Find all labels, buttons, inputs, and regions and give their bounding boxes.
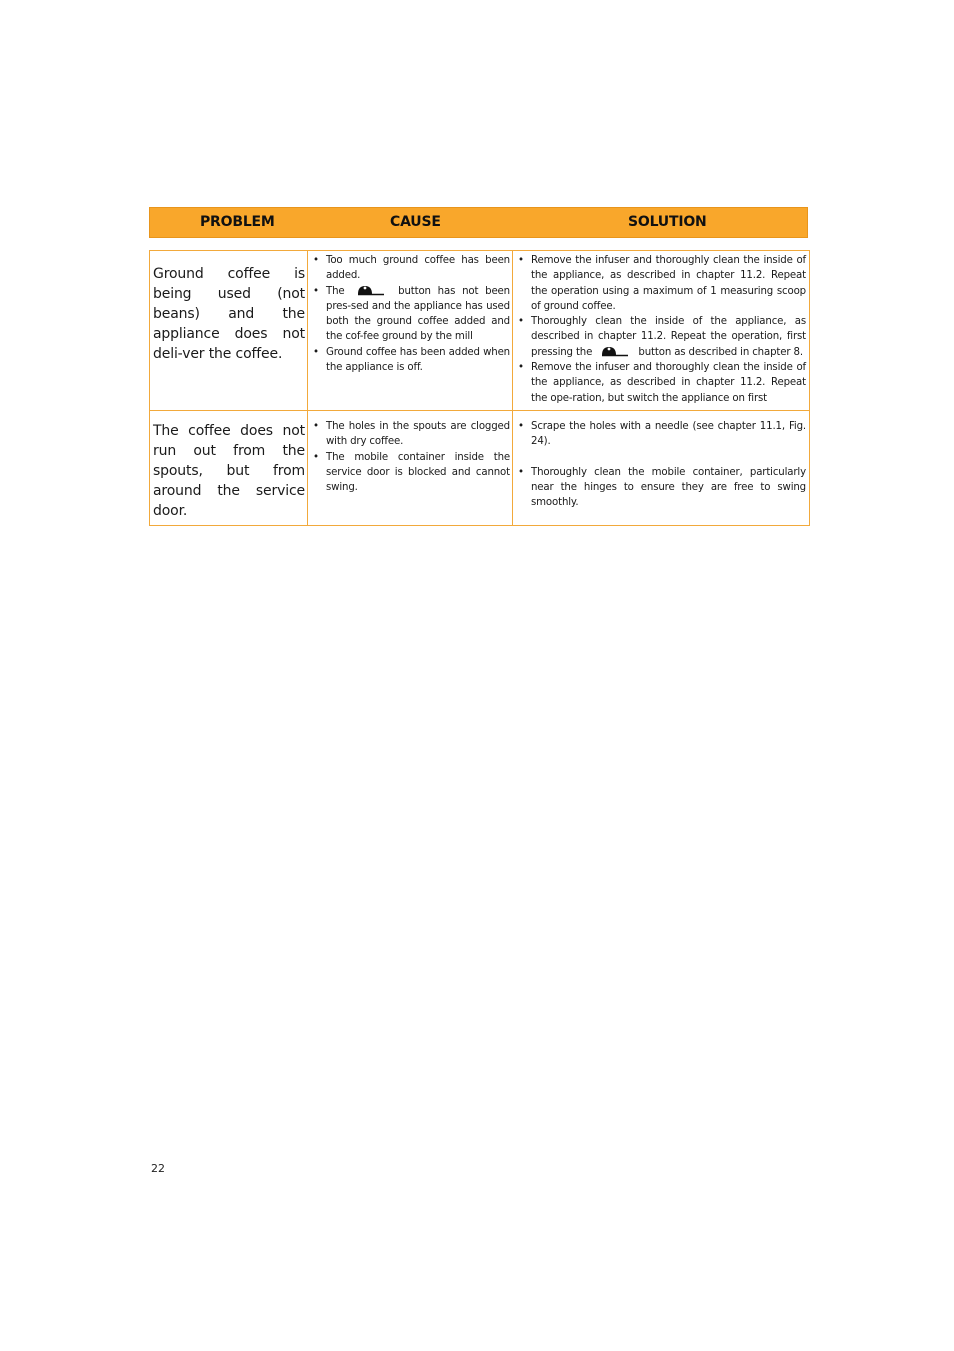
list-item: • The holes in the spouts are clogged with dry coffee. bbox=[312, 419, 510, 450]
cause-text-before: The bbox=[326, 285, 345, 297]
list-item: • Remove the infuser and thoroughly clean the inside of the appliance, as described in chapter 11.2. Repeat the ope-ration, but switch the appliance on first bbox=[517, 360, 806, 406]
list-item: • Scrape the holes with a needle (see chapter 11.1, Fig. 24). bbox=[517, 419, 806, 450]
table-header bbox=[149, 207, 808, 238]
solution-cell bbox=[513, 251, 810, 411]
list-item: • Ground coffee has been added when the appliance is off. bbox=[312, 345, 510, 376]
list-item: • Too much ground coffee has been added. bbox=[312, 253, 510, 284]
troubleshooting-table bbox=[149, 250, 810, 526]
page-number: 22 bbox=[151, 1162, 165, 1175]
header-problem: PROBLEM bbox=[200, 214, 275, 230]
list-item bbox=[312, 284, 510, 345]
solution-cell bbox=[513, 410, 810, 525]
cause-text-after: button has not been pres-sed and the appliance has used both the ground coffee added and the cof-fee ground by the mill bbox=[326, 285, 510, 343]
list-item: • Thoroughly clean the mobile container, particularly near the hinges to ensure they are free to swing smoothly. bbox=[517, 465, 806, 511]
solution-text-after: button as described in chapter 8. bbox=[638, 346, 803, 358]
header-cause: CAUSE bbox=[390, 214, 441, 230]
table-row bbox=[150, 410, 810, 525]
list-item: • Remove the infuser and thoroughly clean the inside of the appliance, as described in chapter 11.2. Repeat the operation using a maximum of 1 measuring scoop of ground coffee. bbox=[517, 253, 806, 314]
problem-cell: Ground coffee is being used (not beans) and the appliance does not deli-ver the coffee. bbox=[150, 251, 308, 411]
ground-coffee-icon bbox=[601, 346, 629, 357]
table-row bbox=[150, 251, 810, 411]
list-item: • The mobile container inside the service door is blocked and cannot swing. bbox=[312, 450, 510, 496]
problem-cell: The coffee does not run out from the spouts, but from around the service door. bbox=[150, 410, 308, 525]
header-solution: SOLUTION bbox=[628, 214, 707, 230]
cause-cell bbox=[308, 410, 513, 525]
list-item bbox=[517, 314, 806, 360]
solution-text-before: Thoroughly clean the inside of the appliance, as described in chapter 11.2. Repeat the operation, first pressing the bbox=[531, 316, 806, 358]
ground-coffee-icon bbox=[357, 285, 385, 296]
cause-cell bbox=[308, 251, 513, 411]
